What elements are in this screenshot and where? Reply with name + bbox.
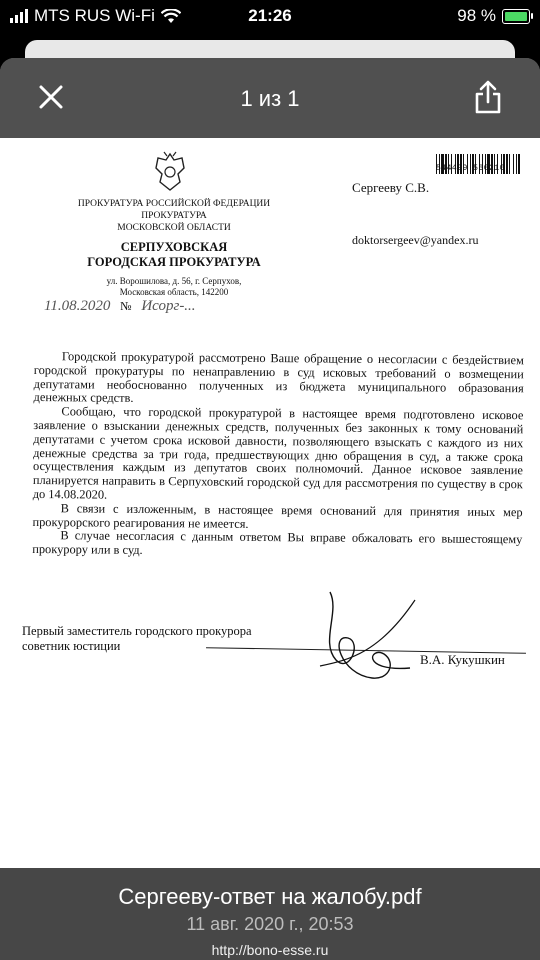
paragraph: В связи с изложенным, в настоящее время оснований для принятия иных мер прокурорского реагирования не имеется. <box>32 501 523 531</box>
org-title-line: ГОРОДСКАЯ ПРОКУРАТУРА <box>87 255 261 269</box>
paragraph: Городской прокуратурой рассмотрено Ваше обращение о несогласии с бездействием городской прокуратуры по ненаправлению в суд исковых требований о возмещении депутатами необоснованно полученных из бюджета муниципального образования денежных средств. <box>33 349 524 406</box>
share-icon[interactable] <box>472 78 504 116</box>
org-title <box>74 240 274 270</box>
sender-block <box>74 198 274 298</box>
battery-percent: 98 % <box>457 6 496 25</box>
reference-line <box>44 298 196 315</box>
address-line: Московская область, 142200 <box>119 287 229 297</box>
letter-body <box>32 350 524 561</box>
recipient-email: doktorsergeev@yandex.ru <box>352 233 479 247</box>
paragraph: В случае несогласия с данным ответом Вы вправе обжаловать его вышестоящему прокурору или в суд. <box>32 528 523 558</box>
page-counter: 1 из 1 <box>240 86 300 111</box>
watermark-url: http://bono-esse.ru <box>211 942 329 958</box>
org-line: МОСКОВСКОЙ ОБЛАСТИ <box>117 223 231 233</box>
document-viewer <box>0 58 540 960</box>
viewer-toolbar <box>0 58 540 138</box>
status-bar <box>0 0 540 32</box>
signer-name: В.А. Кукушкин <box>420 652 505 667</box>
address-line: ул. Ворошилова, д. 56, г. Серпухов, <box>106 276 242 286</box>
document-page <box>0 138 540 868</box>
coat-of-arms-emblem <box>150 150 190 194</box>
barcode-number: 544439 560210 <box>436 164 505 173</box>
file-caption <box>0 868 540 960</box>
reference-number: Исорг-... <box>141 298 196 314</box>
org-line: ПРОКУРАТУРА <box>141 211 207 221</box>
signer-title <box>22 624 252 654</box>
signer-line: советник юстиции <box>22 639 121 653</box>
signer-line: Первый заместитель городского прокурора <box>22 624 252 638</box>
battery-charging-icon <box>502 9 530 24</box>
reference-no-label: № <box>120 299 132 313</box>
file-date: 11 авг. 2020 г., 20:53 <box>186 914 354 934</box>
reference-date: 11.08.2020 <box>44 298 111 314</box>
org-line: ПРОКУРАТУРА РОССИЙСКОЙ ФЕДЕРАЦИИ <box>77 199 271 209</box>
carrier-name: MTS RUS Wi-Fi <box>34 6 155 25</box>
clock: 21:26 <box>248 6 292 25</box>
paragraph: Сообщаю, что городской прокуратурой в настоящее время подготовлено исковое заявление о взыскании денежных средств, полученных без законных к тому оснований депутатами с учетом срока исковой давности, позволяющего взыскать с каждого из них денежные средства за три года, предшествующих дню обращения в суд, а также срока осуществления каждым из депутатов своих полномочий. Данное исковое заявление планируется направить в Серпуховский городской суд для рассмотрения по существу в срок до 14.08.2020. <box>32 404 524 502</box>
recipient-name: Сергееву С.В. <box>352 180 430 195</box>
org-address <box>74 276 274 298</box>
org-title-line: СЕРПУХОВСКАЯ <box>120 240 228 254</box>
handwritten-signature <box>300 582 420 692</box>
file-name: Сергееву-ответ на жалобу.pdf <box>118 884 422 909</box>
